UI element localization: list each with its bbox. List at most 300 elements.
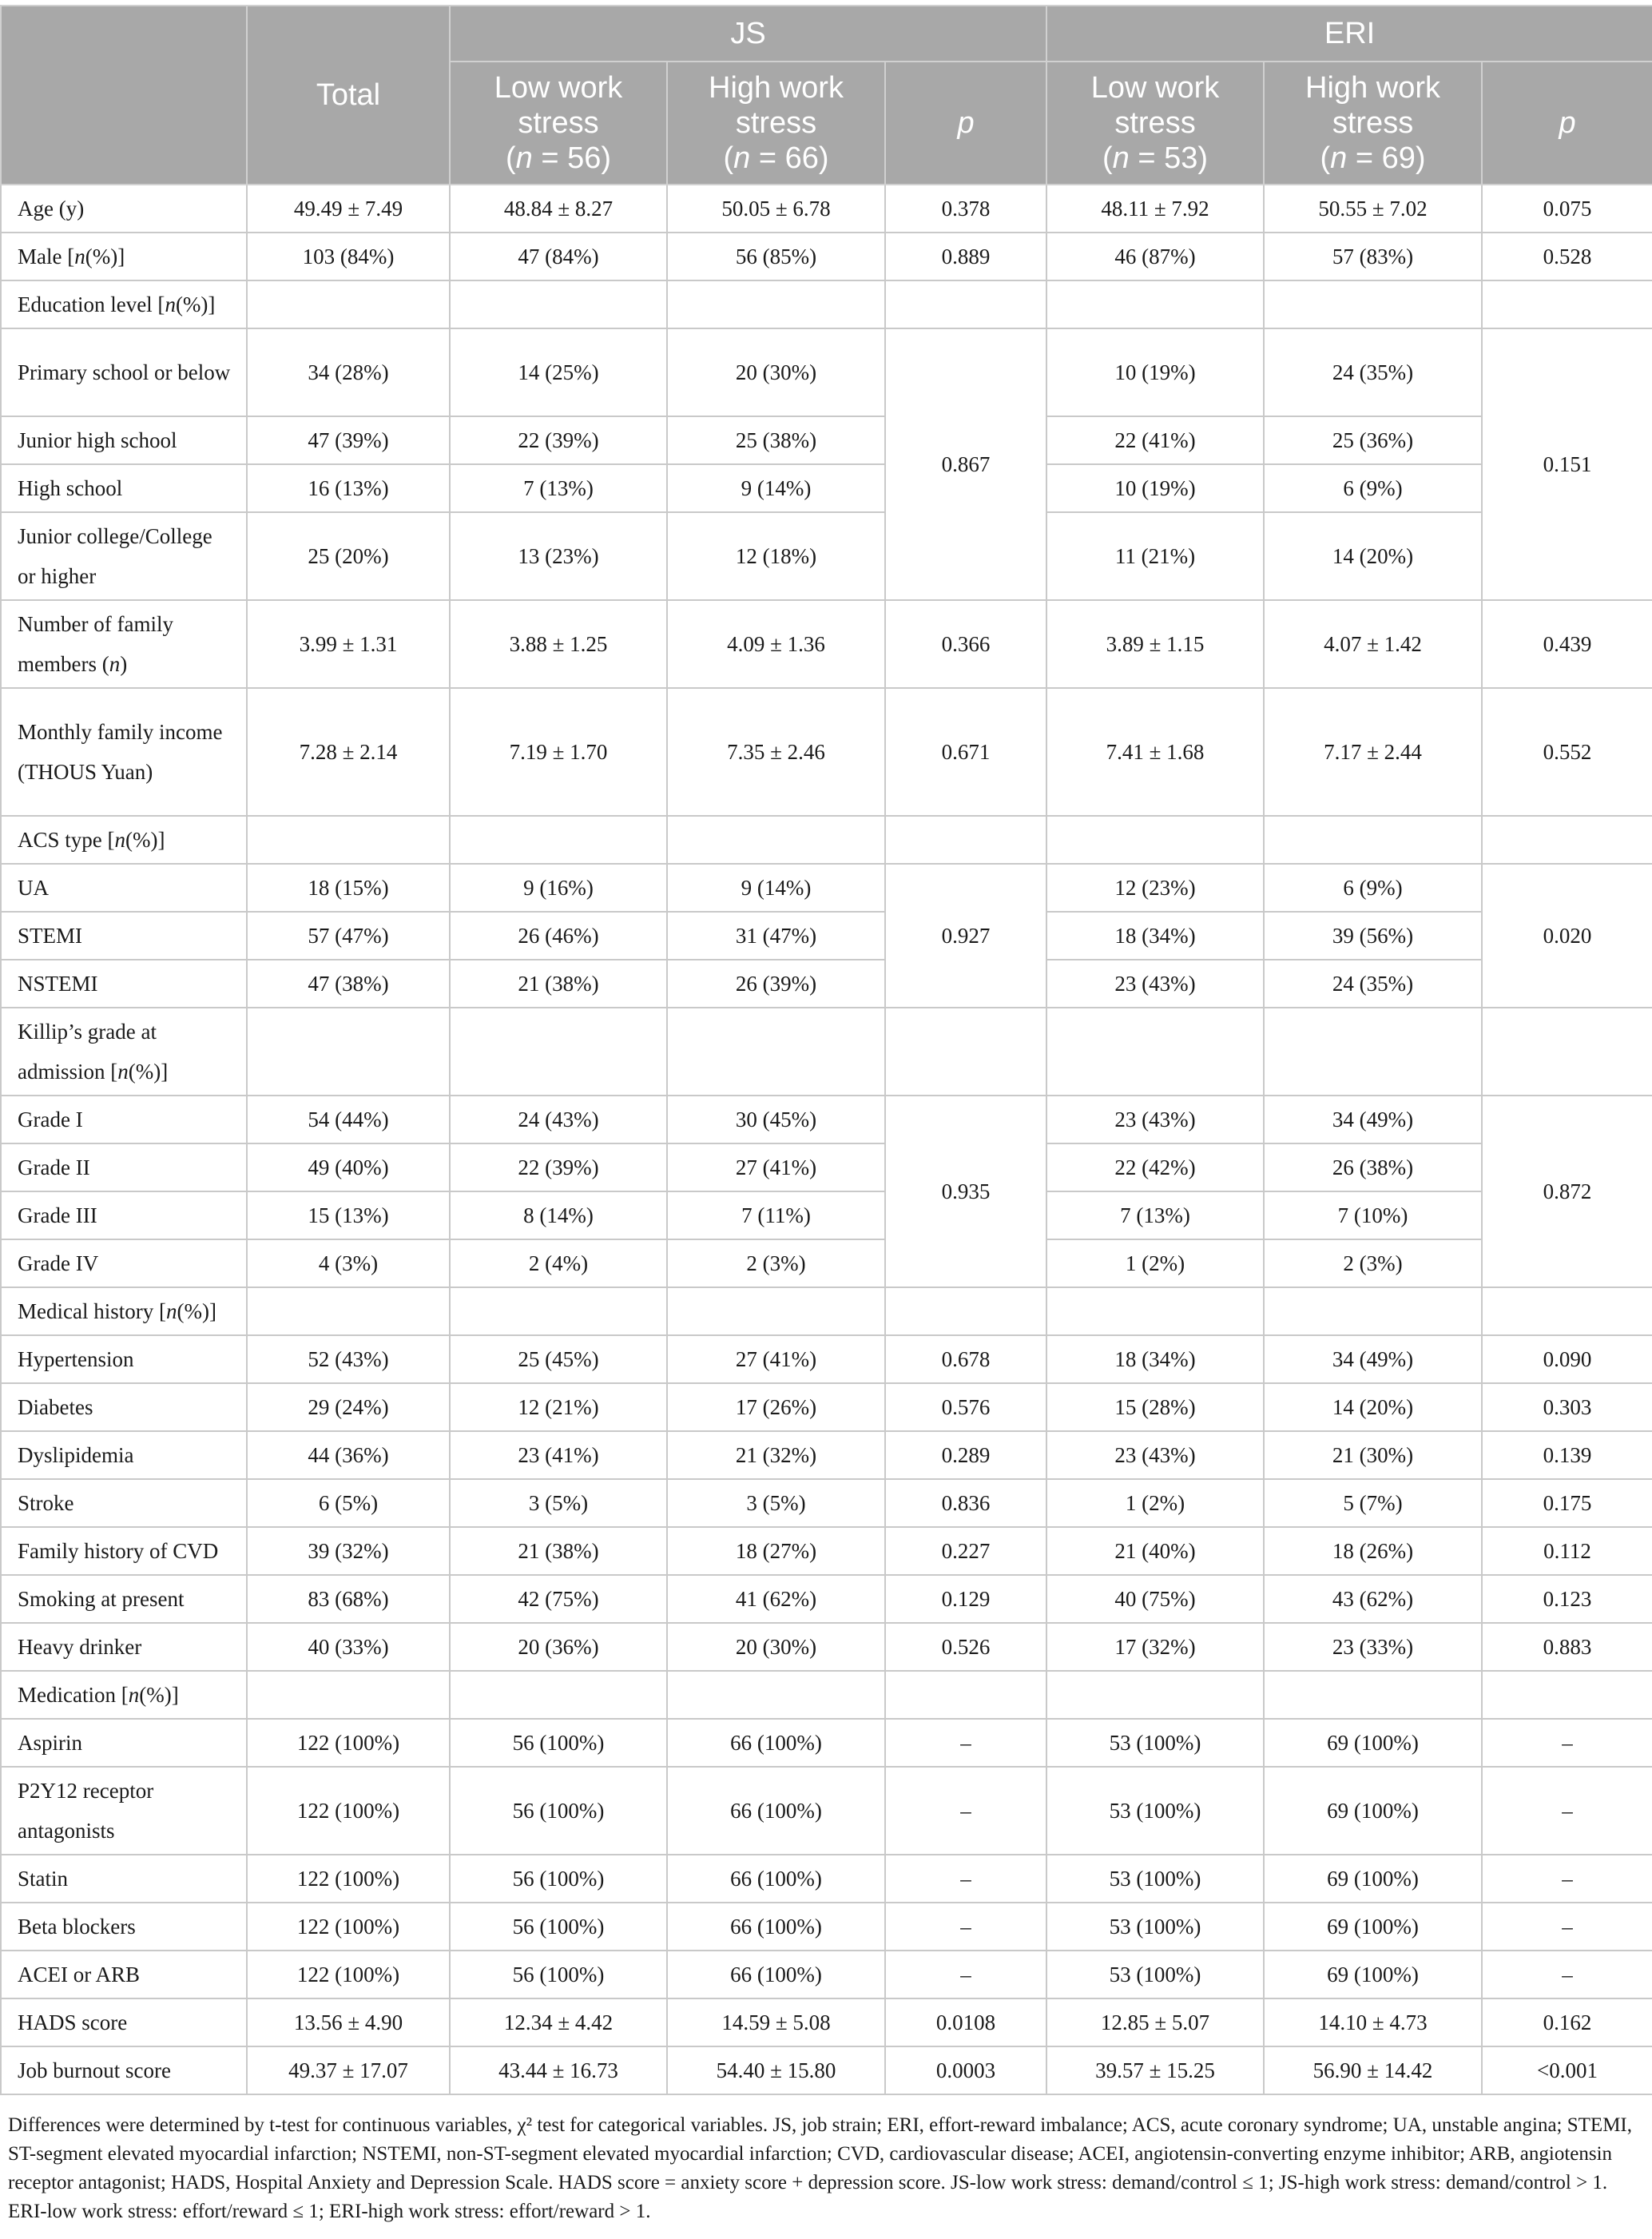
cell-eri-low: 22 (41%) [1046, 416, 1264, 464]
cell-js-p [885, 1008, 1046, 1096]
cell-total: 49 (40%) [247, 1143, 450, 1191]
cell-total: 54 (44%) [247, 1096, 450, 1143]
cell-eri-low: 12.85 ± 5.07 [1046, 1998, 1264, 2046]
header-eri-p-label: p [1559, 106, 1576, 140]
table-row [1, 512, 1652, 600]
cell-js-high: 56 (85%) [667, 233, 885, 280]
cell-eri-high: 4.07 ± 1.42 [1264, 600, 1482, 688]
table-row [1, 185, 1652, 233]
cell-total: 83 (68%) [247, 1575, 450, 1623]
cell-eri-high: 34 (49%) [1264, 1335, 1482, 1383]
table-row [1, 1951, 1652, 1998]
cell-js-low: 43.44 ± 16.73 [450, 2046, 667, 2094]
table-row [1, 1767, 1652, 1855]
cell-js-low: 56 (100%) [450, 1767, 667, 1855]
cell-js-high: 31 (47%) [667, 912, 885, 960]
cell-eri-p: 0.075 [1482, 185, 1652, 233]
cell-js-low: 47 (84%) [450, 233, 667, 280]
row-label: Dyslipidemia [1, 1431, 247, 1479]
cell-total: 122 (100%) [247, 1767, 450, 1855]
cell-eri-p: 0.883 [1482, 1623, 1652, 1671]
cell-eri-p: – [1482, 1767, 1652, 1855]
cell-total: 49.49 ± 7.49 [247, 185, 450, 233]
cell-eri-p [1482, 280, 1652, 328]
row-label: Monthly family income (THOUS Yuan) [1, 688, 247, 816]
table-row [1, 1383, 1652, 1431]
cell-total: 122 (100%) [247, 1951, 450, 1998]
row-label: Killip’s grade at admission [n(%)] [1, 1008, 247, 1096]
cell-js-high: 3 (5%) [667, 1479, 885, 1527]
cell-eri-high: 23 (33%) [1264, 1623, 1482, 1671]
header-eri-group: ERI [1046, 6, 1652, 62]
cell-js-high: 18 (27%) [667, 1527, 885, 1575]
cell-total: 15 (13%) [247, 1191, 450, 1239]
row-label: Heavy drinker [1, 1623, 247, 1671]
cell-total: 6 (5%) [247, 1479, 450, 1527]
row-label: Family history of CVD [1, 1527, 247, 1575]
cell-js-p: 0.366 [885, 600, 1046, 688]
row-label: High school [1, 464, 247, 512]
cell-eri-high [1264, 1287, 1482, 1335]
row-label: UA [1, 864, 247, 912]
cell-js-high: 21 (32%) [667, 1431, 885, 1479]
row-label: Medication [n(%)] [1, 1671, 247, 1719]
row-label: ACEI or ARB [1, 1951, 247, 1998]
header-eri-low-label: Low work stress [1090, 71, 1220, 140]
table-row [1, 1287, 1652, 1335]
cell-eri-high: 21 (30%) [1264, 1431, 1482, 1479]
cell-total: 44 (36%) [247, 1431, 450, 1479]
cell-eri-low: 1 (2%) [1046, 1479, 1264, 1527]
cell-js-high: 54.40 ± 15.80 [667, 2046, 885, 2094]
cell-eri-low [1046, 1671, 1264, 1719]
cell-eri-p [1482, 1671, 1652, 1719]
row-label: ACS type [n(%)] [1, 816, 247, 864]
row-label: Medical history [n(%)] [1, 1287, 247, 1335]
header-js-low-n: = 56) [532, 141, 612, 175]
table-row [1, 1855, 1652, 1903]
cell-total: 13.56 ± 4.90 [247, 1998, 450, 2046]
baseline-characteristics-table [0, 5, 1652, 2095]
cell-js-low [450, 1008, 667, 1096]
cell-total [247, 280, 450, 328]
cell-eri-low: 23 (43%) [1046, 1431, 1264, 1479]
row-label: Beta blockers [1, 1903, 247, 1951]
cell-js-low: 56 (100%) [450, 1951, 667, 1998]
cell-js-low: 3 (5%) [450, 1479, 667, 1527]
cell-total: 4 (3%) [247, 1239, 450, 1287]
cell-js-low [450, 280, 667, 328]
cell-total: 103 (84%) [247, 233, 450, 280]
cell-eri-high: 69 (100%) [1264, 1767, 1482, 1855]
cell-js-p [885, 816, 1046, 864]
cell-js-high: 7.35 ± 2.46 [667, 688, 885, 816]
cell-eri-low: 7 (13%) [1046, 1191, 1264, 1239]
cell-eri-high: 14 (20%) [1264, 512, 1482, 600]
cell-eri-low: 40 (75%) [1046, 1575, 1264, 1623]
header-eri-high-n: = 69) [1347, 141, 1426, 175]
table-row [1, 1239, 1652, 1287]
row-label: NSTEMI [1, 960, 247, 1008]
cell-eri-low: 18 (34%) [1046, 1335, 1264, 1383]
cell-js-p: 0.0108 [885, 1998, 1046, 2046]
cell-eri-low: 1 (2%) [1046, 1239, 1264, 1287]
cell-eri-high [1264, 816, 1482, 864]
cell-js-p: 0.927 [885, 864, 1046, 1008]
table-row [1, 1479, 1652, 1527]
cell-eri-high: 2 (3%) [1264, 1239, 1482, 1287]
cell-eri-low: 18 (34%) [1046, 912, 1264, 960]
cell-total: 122 (100%) [247, 1855, 450, 1903]
cell-js-low [450, 816, 667, 864]
cell-eri-high: 7.17 ± 2.44 [1264, 688, 1482, 816]
cell-eri-low: 22 (42%) [1046, 1143, 1264, 1191]
cell-js-high: 9 (14%) [667, 864, 885, 912]
header-js-p [885, 62, 1046, 185]
header-eri-high: High work stress (n = 69) [1264, 62, 1482, 185]
header-js-high: High work stress (n = 66) [667, 62, 885, 185]
cell-js-p: – [885, 1767, 1046, 1855]
cell-js-low: 13 (23%) [450, 512, 667, 600]
cell-js-low: 14 (25%) [450, 328, 667, 416]
cell-js-p: 0.867 [885, 328, 1046, 600]
cell-total: 47 (39%) [247, 416, 450, 464]
cell-eri-high: 43 (62%) [1264, 1575, 1482, 1623]
cell-eri-low: 11 (21%) [1046, 512, 1264, 600]
table-row [1, 464, 1652, 512]
cell-eri-low: 53 (100%) [1046, 1719, 1264, 1767]
cell-eri-p: 0.151 [1482, 328, 1652, 600]
cell-js-low: 56 (100%) [450, 1719, 667, 1767]
cell-eri-low: 23 (43%) [1046, 960, 1264, 1008]
cell-js-low: 42 (75%) [450, 1575, 667, 1623]
cell-total: 39 (32%) [247, 1527, 450, 1575]
table-row [1, 2046, 1652, 2094]
cell-js-low: 9 (16%) [450, 864, 667, 912]
header-js-group: JS [450, 6, 1046, 62]
cell-js-high: 27 (41%) [667, 1143, 885, 1191]
row-label: Diabetes [1, 1383, 247, 1431]
cell-eri-high [1264, 1671, 1482, 1719]
cell-total [247, 1008, 450, 1096]
row-label: Grade I [1, 1096, 247, 1143]
cell-eri-high: 7 (10%) [1264, 1191, 1482, 1239]
row-label: STEMI [1, 912, 247, 960]
table-row [1, 416, 1652, 464]
cell-js-p: – [885, 1719, 1046, 1767]
cell-eri-low: 10 (19%) [1046, 328, 1264, 416]
cell-total: 25 (20%) [247, 512, 450, 600]
cell-eri-high: 57 (83%) [1264, 233, 1482, 280]
cell-js-low: 2 (4%) [450, 1239, 667, 1287]
cell-js-high: 41 (62%) [667, 1575, 885, 1623]
header-blank-cell [1, 6, 247, 185]
cell-js-low: 22 (39%) [450, 1143, 667, 1191]
table-row [1, 688, 1652, 816]
cell-js-low: 12 (21%) [450, 1383, 667, 1431]
header-js-p-label: p [957, 106, 975, 140]
cell-eri-p: 0.303 [1482, 1383, 1652, 1431]
cell-eri-high: 24 (35%) [1264, 960, 1482, 1008]
cell-js-high: 30 (45%) [667, 1096, 885, 1143]
cell-total [247, 1287, 450, 1335]
cell-total: 40 (33%) [247, 1623, 450, 1671]
table-header [1, 6, 1652, 185]
cell-total [247, 1671, 450, 1719]
cell-js-p: 0.526 [885, 1623, 1046, 1671]
header-js-high-n-symbol: n [733, 141, 751, 175]
cell-js-high: 2 (3%) [667, 1239, 885, 1287]
header-eri-p [1482, 62, 1652, 185]
cell-eri-low: 46 (87%) [1046, 233, 1264, 280]
cell-eri-low: 7.41 ± 1.68 [1046, 688, 1264, 816]
cell-eri-high: 18 (26%) [1264, 1527, 1482, 1575]
table-body [1, 185, 1652, 2094]
header-js-high-n: = 66) [750, 141, 829, 175]
cell-js-p: 0.678 [885, 1335, 1046, 1383]
cell-total: 16 (13%) [247, 464, 450, 512]
cell-total: 34 (28%) [247, 328, 450, 416]
cell-js-high [667, 1008, 885, 1096]
table-row [1, 1998, 1652, 2046]
cell-total: 47 (38%) [247, 960, 450, 1008]
row-label: Male [n(%)] [1, 233, 247, 280]
cell-eri-high: 6 (9%) [1264, 864, 1482, 912]
cell-eri-low [1046, 816, 1264, 864]
cell-eri-low: 10 (19%) [1046, 464, 1264, 512]
header-total: Total [247, 6, 450, 185]
cell-js-low: 56 (100%) [450, 1903, 667, 1951]
cell-js-low: 56 (100%) [450, 1855, 667, 1903]
cell-js-low: 23 (41%) [450, 1431, 667, 1479]
cell-eri-low [1046, 1008, 1264, 1096]
cell-eri-p [1482, 1287, 1652, 1335]
cell-eri-p: 0.090 [1482, 1335, 1652, 1383]
row-label: P2Y12 receptor antagonists [1, 1767, 247, 1855]
row-label: Age (y) [1, 185, 247, 233]
table-row [1, 1096, 1652, 1143]
cell-eri-low: 53 (100%) [1046, 1855, 1264, 1903]
cell-eri-low: 17 (32%) [1046, 1623, 1264, 1671]
cell-eri-p [1482, 816, 1652, 864]
cell-eri-p: 0.112 [1482, 1527, 1652, 1575]
cell-eri-p: 0.123 [1482, 1575, 1652, 1623]
table-row [1, 1903, 1652, 1951]
cell-js-low: 26 (46%) [450, 912, 667, 960]
cell-js-low: 48.84 ± 8.27 [450, 185, 667, 233]
table-row [1, 1623, 1652, 1671]
cell-eri-low: 21 (40%) [1046, 1527, 1264, 1575]
cell-eri-low: 48.11 ± 7.92 [1046, 185, 1264, 233]
header-eri-low: Low work stress (n = 53) [1046, 62, 1264, 185]
header-js-high-label: High work stress [709, 71, 844, 140]
row-label: Stroke [1, 1479, 247, 1527]
row-label: Primary school or below [1, 328, 247, 416]
cell-eri-high: 14.10 ± 4.73 [1264, 1998, 1482, 2046]
cell-eri-high: 26 (38%) [1264, 1143, 1482, 1191]
row-label: Number of family members (n) [1, 600, 247, 688]
cell-eri-p: <0.001 [1482, 2046, 1652, 2094]
cell-js-high [667, 1671, 885, 1719]
cell-eri-low: 39.57 ± 15.25 [1046, 2046, 1264, 2094]
cell-eri-high: 5 (7%) [1264, 1479, 1482, 1527]
cell-js-low [450, 1671, 667, 1719]
row-label: HADS score [1, 1998, 247, 2046]
cell-js-p: 0.378 [885, 185, 1046, 233]
cell-js-high: 66 (100%) [667, 1767, 885, 1855]
header-js-low-n-symbol: n [515, 141, 533, 175]
cell-eri-p [1482, 1008, 1652, 1096]
table-row [1, 328, 1652, 416]
cell-js-high: 14.59 ± 5.08 [667, 1998, 885, 2046]
cell-eri-low: 15 (28%) [1046, 1383, 1264, 1431]
cell-eri-p: – [1482, 1719, 1652, 1767]
row-label: Junior high school [1, 416, 247, 464]
cell-eri-low: 12 (23%) [1046, 864, 1264, 912]
header-js-low: Low work stress (n = 56) [450, 62, 667, 185]
header-eri-low-n: = 53) [1129, 141, 1209, 175]
cell-js-low: 12.34 ± 4.42 [450, 1998, 667, 2046]
table-row [1, 1431, 1652, 1479]
cell-eri-p: – [1482, 1951, 1652, 1998]
cell-eri-p: 0.872 [1482, 1096, 1652, 1287]
table-footnote: Differences were determined by t-test for continuous variables, χ² test for categorical variables. JS, job strain; ERI, effort-reward imbalance; ACS, acute coronary syndrome; UA, unstable angina; STEMI, ST-segment elevated myocardial infarction; NSTEMI, non-ST-segment elevated myocardial infarction; CVD, cardiovascular disease; ACEI, angiotensin-converting enzyme inhibitor; ARB, angiotensin receptor antagonist; HADS, Hospital Anxiety and Depression Scale. HADS score = anxiety score + depression score. JS-low work stress: demand/control ≤ 1; JS-high work stress: demand/control > 1. ERI-low work stress: effort/reward ≤ 1; ERI-high work stress: effort/reward > 1. [8, 2114, 1633, 2222]
cell-eri-high: 39 (56%) [1264, 912, 1482, 960]
cell-js-low: 24 (43%) [450, 1096, 667, 1143]
table-row [1, 960, 1652, 1008]
cell-js-p: 0.576 [885, 1383, 1046, 1431]
table-row [1, 1143, 1652, 1191]
cell-js-high: 26 (39%) [667, 960, 885, 1008]
cell-js-low: 7 (13%) [450, 464, 667, 512]
cell-js-low: 22 (39%) [450, 416, 667, 464]
cell-js-high: 17 (26%) [667, 1383, 885, 1431]
cell-eri-high: 24 (35%) [1264, 328, 1482, 416]
cell-js-p: 0.935 [885, 1096, 1046, 1287]
cell-eri-high: 69 (100%) [1264, 1951, 1482, 1998]
cell-js-high: 66 (100%) [667, 1903, 885, 1951]
cell-js-low: 20 (36%) [450, 1623, 667, 1671]
cell-total: 18 (15%) [247, 864, 450, 912]
cell-total: 122 (100%) [247, 1903, 450, 1951]
cell-js-p: 0.227 [885, 1527, 1046, 1575]
table-row [1, 600, 1652, 688]
cell-js-p: 0.129 [885, 1575, 1046, 1623]
table-row [1, 1527, 1652, 1575]
cell-js-low: 8 (14%) [450, 1191, 667, 1239]
cell-js-p [885, 280, 1046, 328]
cell-js-high: 20 (30%) [667, 328, 885, 416]
cell-js-high: 12 (18%) [667, 512, 885, 600]
row-label: Smoking at present [1, 1575, 247, 1623]
header-eri-high-n-symbol: n [1330, 141, 1348, 175]
cell-js-p: – [885, 1951, 1046, 1998]
cell-js-p: 0.0003 [885, 2046, 1046, 2094]
cell-js-high: 66 (100%) [667, 1951, 885, 1998]
cell-js-high [667, 280, 885, 328]
cell-eri-p: 0.162 [1482, 1998, 1652, 2046]
cell-eri-high: 56.90 ± 14.42 [1264, 2046, 1482, 2094]
table-row [1, 1008, 1652, 1096]
cell-eri-high: 25 (36%) [1264, 416, 1482, 464]
row-label: Junior college/College or higher [1, 512, 247, 600]
cell-js-p [885, 1671, 1046, 1719]
header-eri-low-n-symbol: n [1112, 141, 1130, 175]
cell-total: 29 (24%) [247, 1383, 450, 1431]
table-row [1, 1671, 1652, 1719]
cell-js-low: 21 (38%) [450, 960, 667, 1008]
row-label: Grade II [1, 1143, 247, 1191]
cell-eri-low: 53 (100%) [1046, 1767, 1264, 1855]
cell-eri-low [1046, 280, 1264, 328]
cell-eri-high [1264, 1008, 1482, 1096]
cell-eri-p: 0.528 [1482, 233, 1652, 280]
row-label: Grade IV [1, 1239, 247, 1287]
cell-js-high: 50.05 ± 6.78 [667, 185, 885, 233]
cell-eri-high: 6 (9%) [1264, 464, 1482, 512]
table-row [1, 912, 1652, 960]
cell-total: 7.28 ± 2.14 [247, 688, 450, 816]
cell-js-low: 7.19 ± 1.70 [450, 688, 667, 816]
table-row [1, 1719, 1652, 1767]
header-eri-high-label: High work stress [1305, 71, 1440, 140]
cell-eri-high: 69 (100%) [1264, 1719, 1482, 1767]
cell-js-high: 66 (100%) [667, 1719, 885, 1767]
cell-eri-p: 0.552 [1482, 688, 1652, 816]
row-label: Grade III [1, 1191, 247, 1239]
table-row [1, 1575, 1652, 1623]
cell-eri-high: 34 (49%) [1264, 1096, 1482, 1143]
cell-js-p: – [885, 1855, 1046, 1903]
table-row [1, 280, 1652, 328]
header-js-low-label: Low work stress [494, 71, 623, 140]
cell-eri-low [1046, 1287, 1264, 1335]
cell-total: 49.37 ± 17.07 [247, 2046, 450, 2094]
cell-js-high: 27 (41%) [667, 1335, 885, 1383]
cell-js-p: 0.289 [885, 1431, 1046, 1479]
cell-js-high: 20 (30%) [667, 1623, 885, 1671]
table-row [1, 1191, 1652, 1239]
cell-eri-high: 50.55 ± 7.02 [1264, 185, 1482, 233]
cell-js-low [450, 1287, 667, 1335]
cell-js-high: 4.09 ± 1.36 [667, 600, 885, 688]
cell-js-p: 0.889 [885, 233, 1046, 280]
cell-eri-high: 69 (100%) [1264, 1903, 1482, 1951]
cell-total: 57 (47%) [247, 912, 450, 960]
cell-js-high: 25 (38%) [667, 416, 885, 464]
cell-eri-high [1264, 280, 1482, 328]
cell-js-high [667, 816, 885, 864]
cell-total [247, 816, 450, 864]
cell-eri-p: 0.020 [1482, 864, 1652, 1008]
cell-eri-high: 14 (20%) [1264, 1383, 1482, 1431]
cell-eri-p: 0.139 [1482, 1431, 1652, 1479]
cell-eri-p: 0.439 [1482, 600, 1652, 688]
cell-eri-p: – [1482, 1855, 1652, 1903]
row-label: Job burnout score [1, 2046, 247, 2094]
table-row [1, 233, 1652, 280]
cell-total: 3.99 ± 1.31 [247, 600, 450, 688]
cell-eri-low: 23 (43%) [1046, 1096, 1264, 1143]
cell-js-high: 9 (14%) [667, 464, 885, 512]
cell-js-p: – [885, 1903, 1046, 1951]
cell-js-p [885, 1287, 1046, 1335]
cell-js-high [667, 1287, 885, 1335]
row-label: Education level [n(%)] [1, 280, 247, 328]
table-row [1, 864, 1652, 912]
cell-js-low: 25 (45%) [450, 1335, 667, 1383]
cell-eri-p: – [1482, 1903, 1652, 1951]
